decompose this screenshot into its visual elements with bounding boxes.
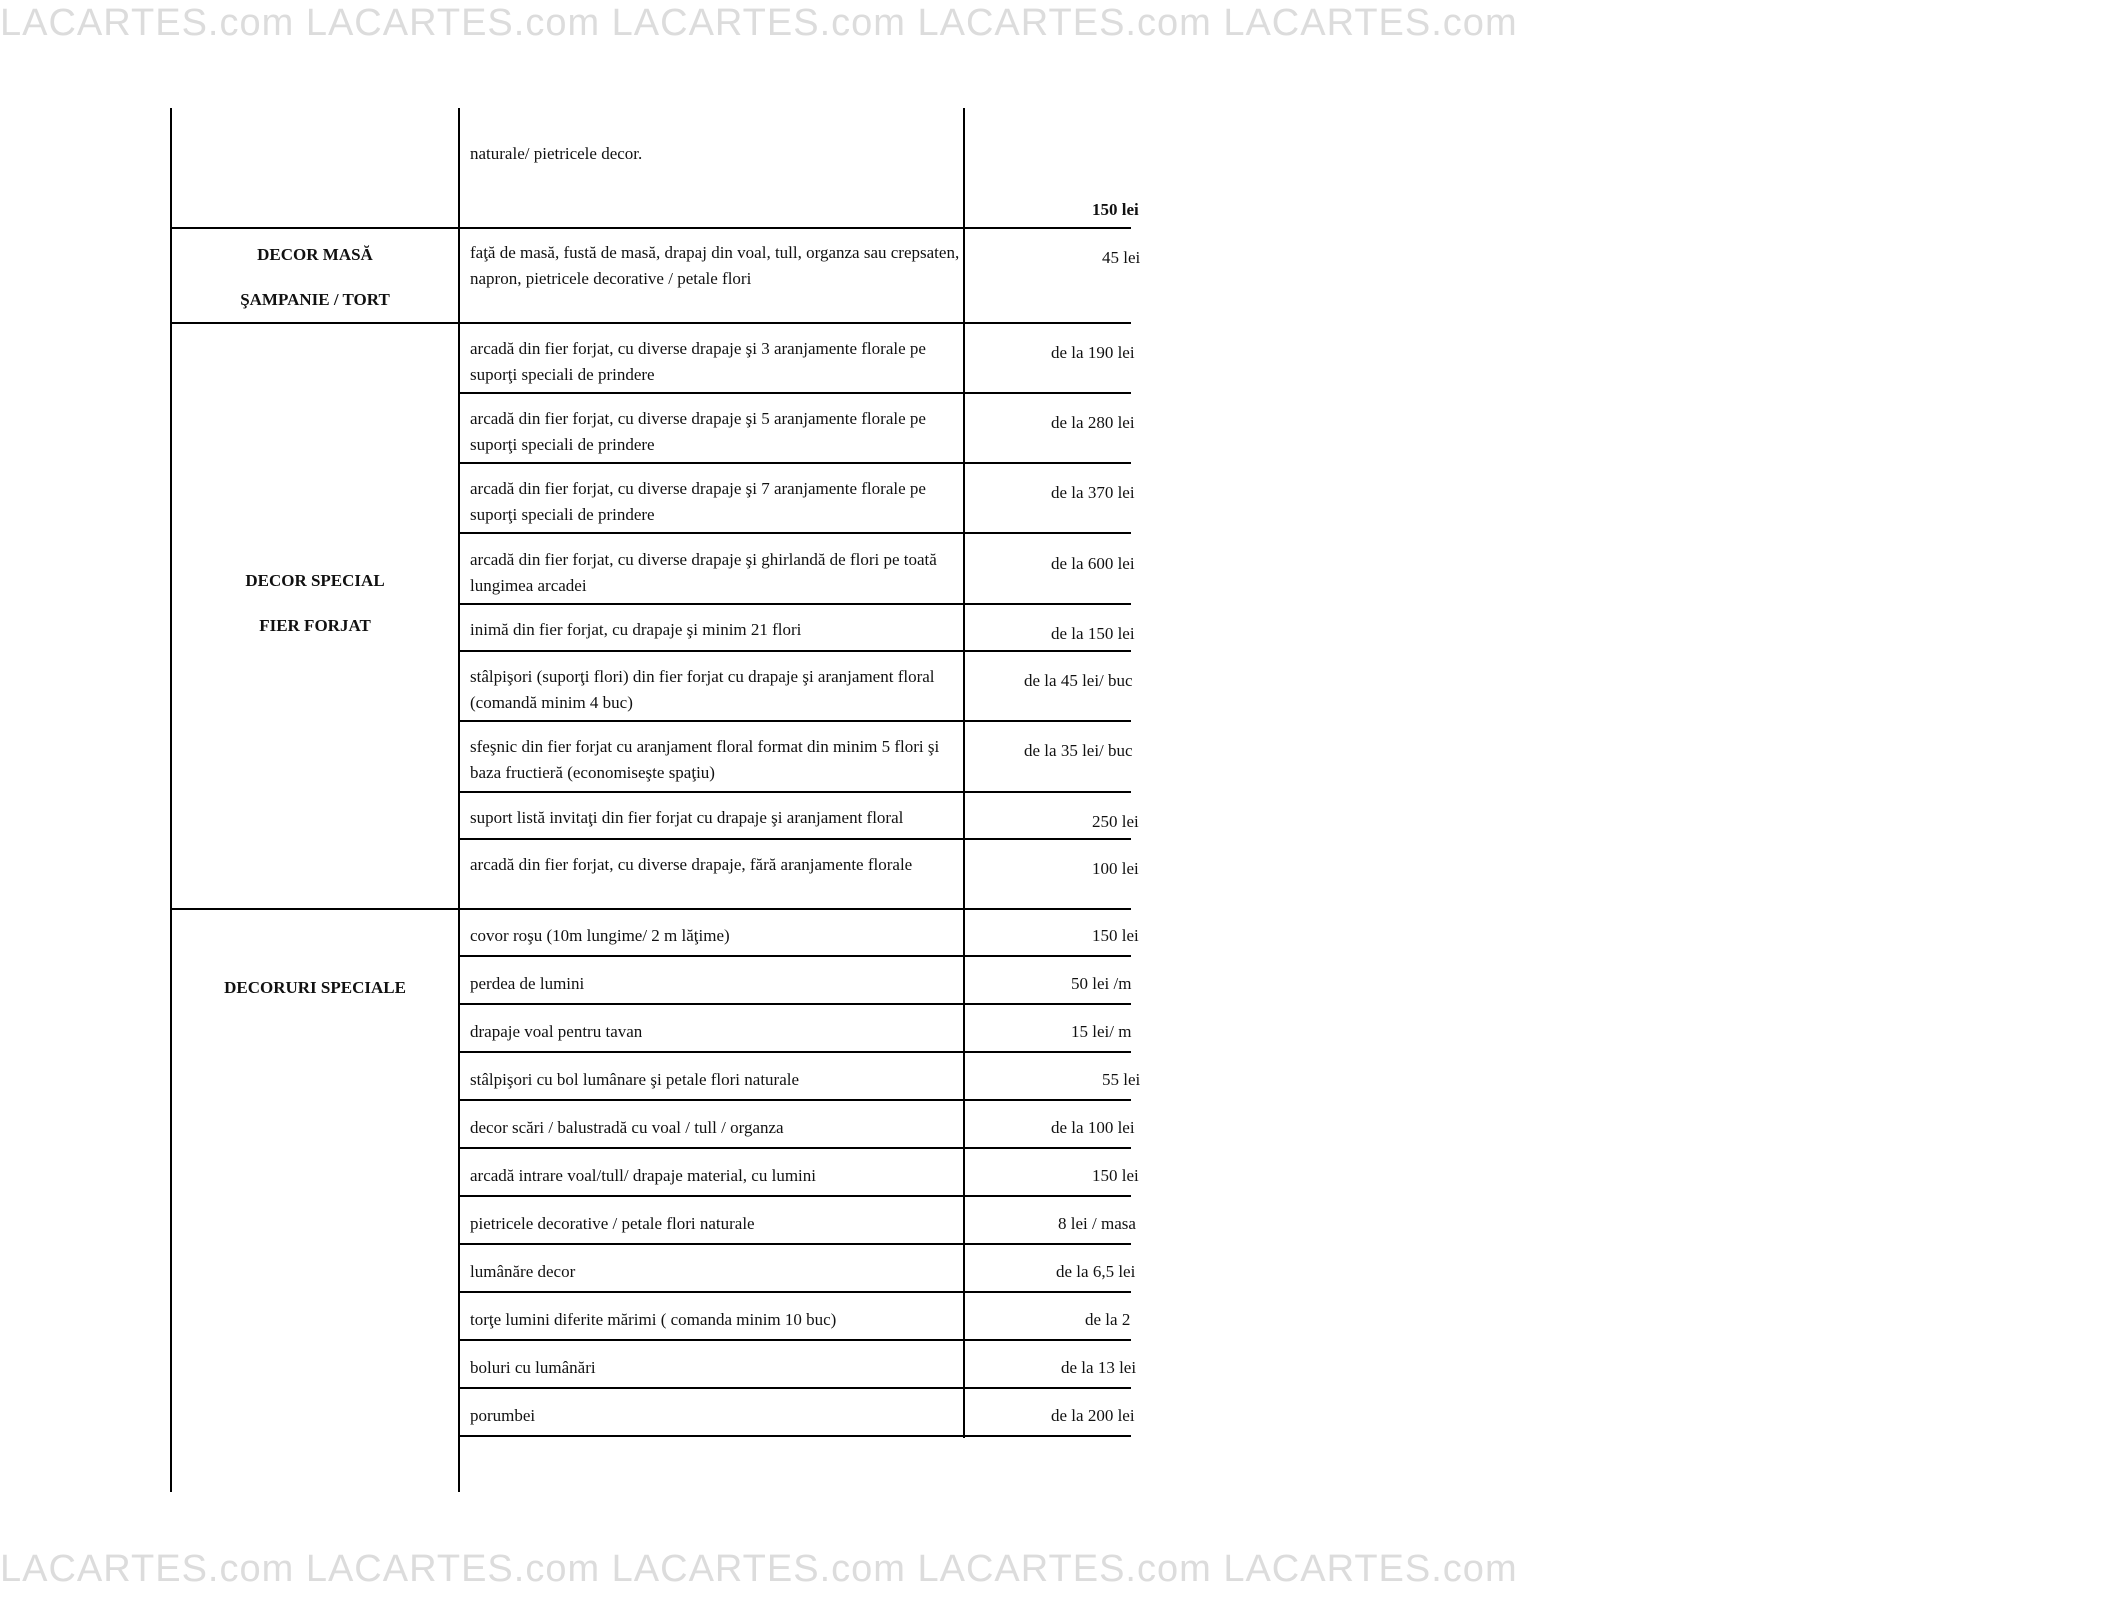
item-description: suport listă invitaţi din fier forjat cu drapaje şi aranjament floral (470, 808, 904, 827)
item-price: de la 100 lei (1051, 1118, 1135, 1137)
category-label: DECOR SPECIAL (245, 571, 385, 590)
item-price: 8 lei / masa (1058, 1214, 1136, 1233)
item-description: arcadă din fier forjat, cu diverse drapaje şi ghirlandă de flori pe toată lungimea arcadei (470, 550, 937, 595)
item-price: de la 35 lei/ buc (1024, 741, 1133, 760)
item-description: covor roşu (10m lungime/ 2 m lăţime) (470, 926, 730, 945)
item-price: 15 lei/ m (1071, 1022, 1132, 1041)
table-border-left (170, 108, 172, 1492)
item-description: faţă de masă, fustă de masă, drapaj din voal, tull, organza sau crepsaten, napron, pietricele decorative / petale flori (470, 243, 960, 288)
item-price: 150 lei (1092, 926, 1139, 945)
item-description: stâlpişori (suporţi flori) din fier forjat cu drapaje şi aranjament floral (comandă minim 4 buc) (470, 667, 935, 712)
item-price: 55 lei (1102, 1070, 1141, 1089)
item-description: porumbei (470, 1406, 536, 1425)
item-description: inimă din fier forjat, cu drapaje şi minim 21 flori (470, 620, 802, 639)
item-description: arcadă din fier forjat, cu diverse drapaje şi 3 aranjamente florale pe suporţi speciali de prindere (470, 339, 926, 384)
item-price: 50 lei /m (1071, 974, 1132, 993)
category-decor-masa (172, 244, 458, 311)
item-description: arcadă din fier forjat, cu diverse drapaje, fără aranjamente florale (470, 855, 913, 874)
item-description: naturale/ pietricele decor. (470, 144, 643, 163)
category-label: DECORURI SPECIALE (224, 978, 406, 997)
category-decoruri-speciale (172, 977, 458, 999)
item-description: arcadă intrare voal/tull/ drapaje material, cu lumini (470, 1166, 816, 1185)
item-price: de la 190 lei (1051, 343, 1135, 362)
item-price: de la 2 (1085, 1310, 1131, 1329)
item-price: 150 lei (1092, 1166, 1139, 1185)
category-decor-special (172, 570, 458, 637)
category-label: ŞAMPANIE / TORT (240, 290, 390, 309)
item-price: de la 280 lei (1051, 413, 1135, 432)
item-description: boluri cu lumânări (470, 1358, 596, 1377)
item-description: lumânăre decor (470, 1262, 576, 1281)
watermark-top: LACARTES.com LACARTES.com LACARTES.com LACARTES.com LACARTES.com (0, 2, 1518, 44)
category-label: FIER FORJAT (259, 616, 371, 635)
item-description: stâlpişori cu bol lumânare şi petale flori naturale (470, 1070, 800, 1089)
category-label: DECOR MASĂ (257, 245, 373, 264)
item-price: de la 6,5 lei (1056, 1262, 1136, 1281)
item-price: de la 13 lei (1061, 1358, 1137, 1377)
item-price: 45 lei (1102, 248, 1141, 267)
item-price: de la 370 lei (1051, 483, 1135, 502)
price-column (970, 0, 1141, 1600)
item-description: arcadă din fier forjat, cu diverse drapaje şi 5 aranjamente florale pe suporţi speciali de prindere (470, 409, 926, 454)
item-description: drapaje voal pentru tavan (470, 1022, 643, 1041)
item-price: 250 lei (1092, 812, 1139, 831)
item-price: de la 150 lei (1051, 624, 1135, 643)
item-price: 150 lei (1092, 200, 1139, 219)
item-price: de la 45 lei/ buc (1024, 671, 1133, 690)
item-description: pietricele decorative / petale flori naturale (470, 1214, 755, 1233)
item-description: sfeşnic din fier forjat cu aranjament floral format din minim 5 flori şi baza fructieră (economiseşte spaţiu) (470, 737, 940, 782)
watermark-bottom: LACARTES.com LACARTES.com LACARTES.com LACARTES.com LACARTES.com (0, 1548, 1518, 1590)
table-divider-price (963, 108, 965, 1438)
item-price: de la 600 lei (1051, 554, 1135, 573)
table-divider-category (458, 108, 460, 1492)
item-description: arcadă din fier forjat, cu diverse drapaje şi 7 aranjamente florale pe suporţi speciali de prindere (470, 479, 926, 524)
item-description: decor scări / balustradă cu voal / tull / organza (470, 1118, 784, 1137)
item-description: torţe lumini diferite mărimi ( comanda minim 10 buc) (470, 1310, 837, 1329)
item-price: de la 200 lei (1051, 1406, 1135, 1425)
item-description: perdea de lumini (470, 974, 585, 993)
item-price: 100 lei (1092, 859, 1139, 878)
